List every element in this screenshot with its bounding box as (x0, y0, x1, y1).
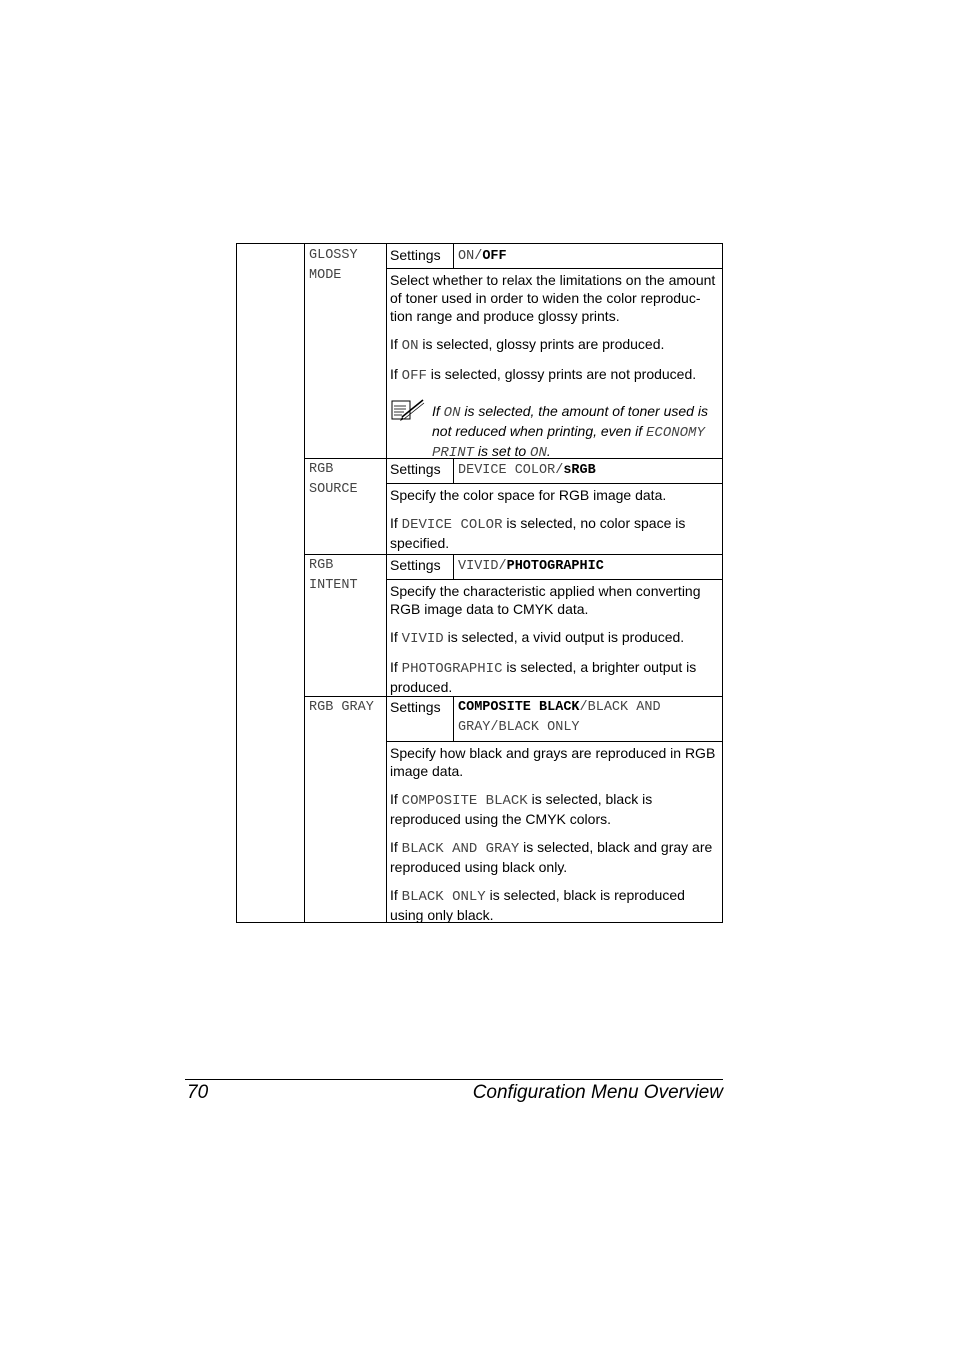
footer-title: Configuration Menu Overview (472, 1082, 723, 1103)
settings-value-divider (453, 554, 454, 580)
row-divider (304, 696, 723, 697)
setting-description (390, 486, 720, 552)
settings-value (458, 461, 596, 481)
setting-description (390, 582, 720, 696)
settings-value (458, 247, 507, 267)
settings-value (458, 698, 718, 738)
settings-default-option: sRGB (563, 463, 596, 478)
settings-default-option: PHOTOGRAPHIC (506, 559, 604, 574)
description-if-line: If OFF is selected, glossy prints are not produced. (390, 366, 697, 384)
setting-key-line: MODE (309, 268, 342, 283)
description-if-line: If PHOTOGRAPHIC is selected, a brighter output is produced. (390, 659, 697, 695)
settings-default-option: OFF (482, 249, 507, 264)
description-if-line: If VIVID is selected, a vivid output is produced. (390, 629, 685, 647)
setting-key-line: GLOSSY (309, 248, 358, 263)
description-if-line: If BLACK ONLY is selected, black is reproduced using only black. (390, 887, 685, 923)
table-border-top (236, 243, 723, 244)
settings-divider (386, 268, 723, 269)
column-divider (304, 243, 305, 923)
description-if-line: If BLACK AND GRAY is selected, black and gray are reproduced using black only. (390, 839, 713, 875)
settings-table (236, 243, 723, 923)
settings-option: DEVICE COLOR/ (458, 463, 564, 478)
settings-value (458, 557, 604, 577)
settings-value-divider (453, 243, 454, 269)
setting-key-rgb-intent (309, 556, 358, 596)
settings-divider (386, 741, 723, 742)
description-text: Specify the color space for RGB image data. (390, 487, 667, 503)
footer-rule (185, 1079, 723, 1080)
table-border-left (236, 243, 237, 923)
setting-description (390, 744, 720, 924)
row-divider (304, 554, 723, 555)
table-border-right (722, 243, 723, 923)
settings-label: Settings (390, 699, 441, 715)
setting-key-rgb-source (309, 460, 358, 500)
note-block: If ON is selected, the amount of toner used is not reduced when printing, even if ECONOMY PRINT is set to ON. (390, 402, 720, 462)
settings-default-option: COMPOSITE BLACK (458, 700, 580, 715)
settings-option: ON/ (458, 249, 483, 264)
settings-option: /BLACK AND GRAY/BLACK ONLY (458, 700, 661, 735)
setting-key-line: RGB GRAY (309, 700, 374, 715)
setting-key-line: RGB (309, 462, 334, 477)
note-pencil-icon (390, 397, 426, 427)
description-if-line: If COMPOSITE BLACK is selected, black is reproduced using the CMYK colors. (390, 791, 653, 827)
description-if-line: If ON is selected, glossy prints are produced. (390, 336, 665, 354)
setting-key-line: INTENT (309, 578, 358, 593)
page-number: 70 (187, 1082, 209, 1103)
setting-key-line: SOURCE (309, 482, 358, 497)
setting-key-rgb-gray (309, 698, 374, 718)
setting-key-line: RGB (309, 558, 334, 573)
settings-label: Settings (390, 247, 441, 263)
setting-description (390, 271, 720, 462)
settings-option: VIVID/ (458, 559, 507, 574)
description-if-line: If DEVICE COLOR is selected, no color space is specified. (390, 515, 686, 551)
settings-divider (386, 483, 723, 484)
description-text: Select whether to relax the limitations on the amount of toner used in order to widen the color reproduc-tion range and produce glossy prints. (390, 272, 716, 324)
settings-divider (386, 579, 723, 580)
column-divider (386, 243, 387, 923)
setting-key-glossy-mode (309, 246, 358, 286)
settings-value-divider (453, 696, 454, 742)
settings-label: Settings (390, 461, 441, 477)
description-text: Specify the characteristic applied when converting RGB image data to CMYK data. (390, 583, 701, 617)
settings-label: Settings (390, 557, 441, 573)
description-text: Specify how black and grays are reproduced in RGB image data. (390, 745, 716, 779)
